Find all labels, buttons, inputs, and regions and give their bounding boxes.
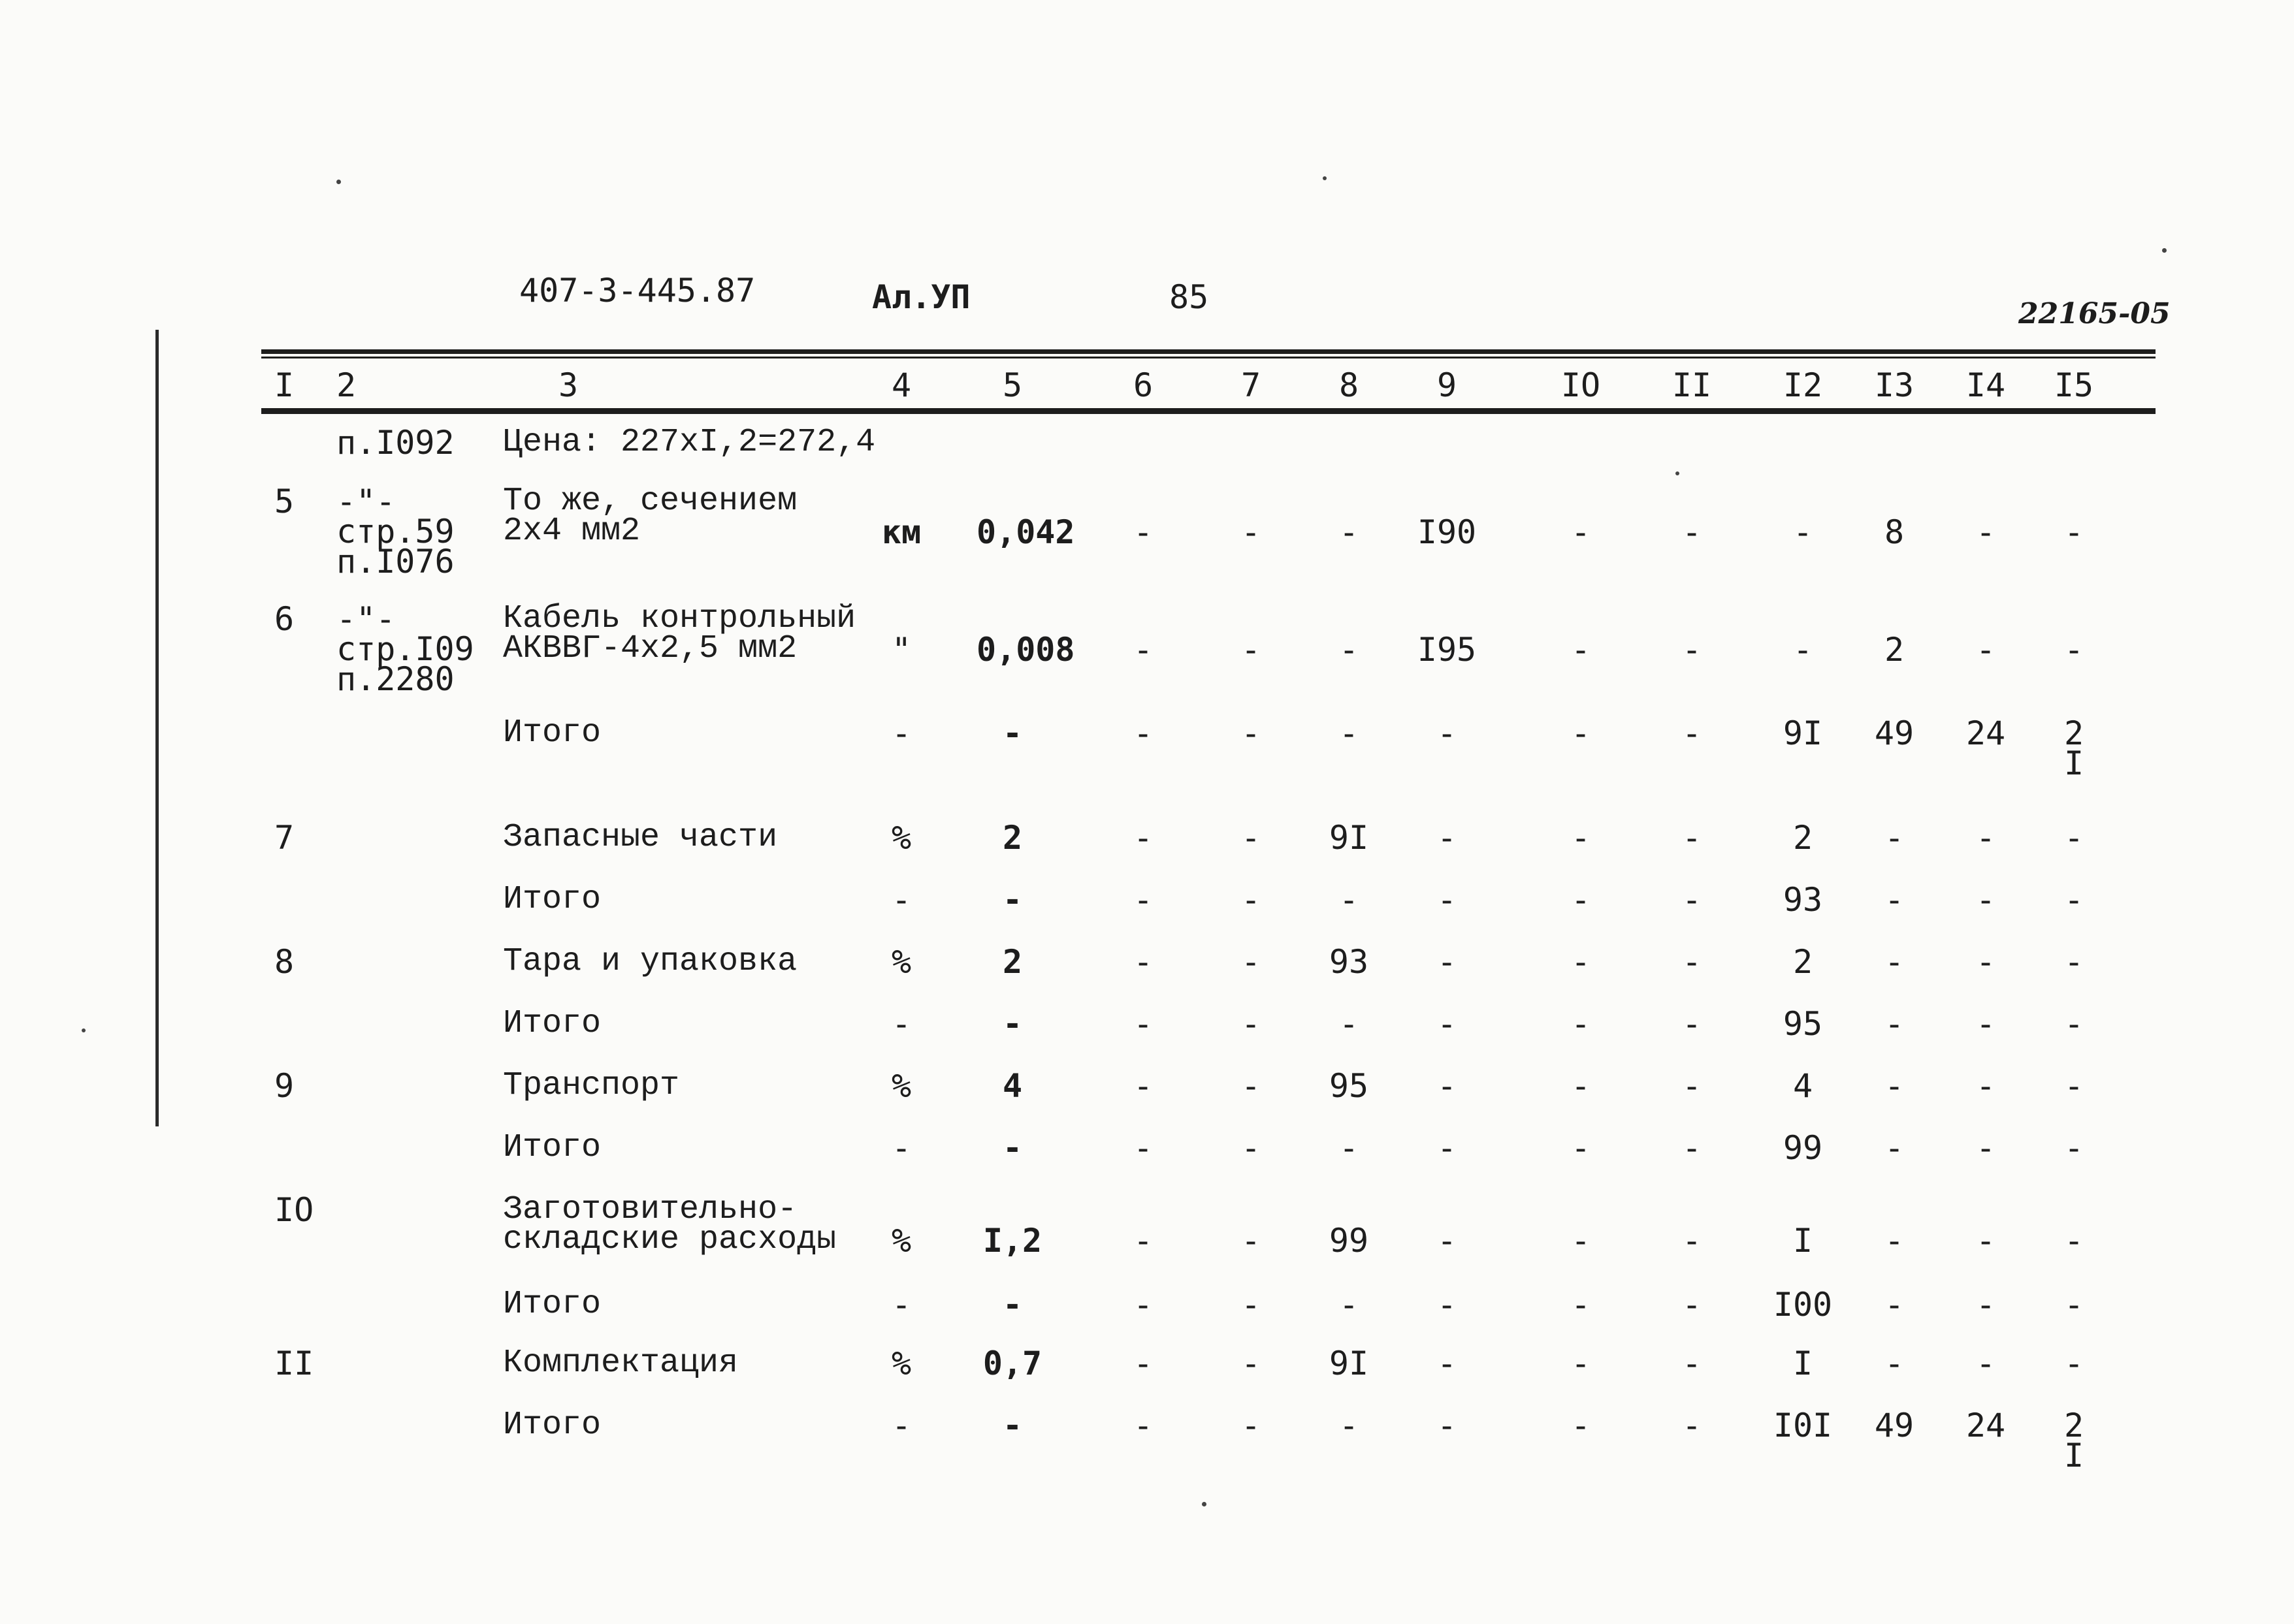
cell-c10: -	[1570, 819, 1591, 857]
cell-c10: -	[1570, 513, 1591, 551]
cell-c8: -	[1338, 881, 1359, 919]
cell-c11: -	[1681, 1129, 1702, 1167]
cell-c13: -	[1884, 881, 1905, 919]
cell-name: Итого	[503, 1129, 602, 1166]
cell-no: 8	[274, 943, 295, 981]
cell-c9: -	[1436, 881, 1457, 919]
cell-c11: -	[1681, 1345, 1702, 1382]
cell-name: Цена: 227хI,2=272,4	[503, 424, 876, 461]
column-header-3: 3	[558, 366, 579, 404]
column-header-12: I2	[1783, 366, 1823, 404]
cell-no: 7	[274, 819, 295, 857]
cell-unit: км	[881, 513, 922, 551]
cell-c8: -	[1338, 1005, 1359, 1043]
document-code: 407-3-445.87	[519, 272, 756, 310]
cell-c6: -	[1133, 631, 1154, 669]
cell-unit: %	[891, 1345, 912, 1382]
cell-c7: -	[1240, 819, 1261, 857]
cell-c8: -	[1338, 513, 1359, 551]
cell-c6: -	[1133, 1407, 1154, 1444]
scan-speck	[336, 180, 341, 184]
cell-c12: I	[1792, 1222, 1813, 1260]
cell-name: Кабель контрольный АКВВГ-4х2,5 мм2	[503, 600, 856, 667]
cell-c7: -	[1240, 1129, 1261, 1167]
cell-c14: -	[1975, 1129, 1996, 1167]
column-header-1: I	[274, 366, 295, 404]
cell-name: Транспорт	[503, 1067, 680, 1104]
cell-c15: -	[2063, 943, 2084, 981]
cell-c9: -	[1436, 1005, 1457, 1043]
cell-qty: I,2	[982, 1222, 1042, 1260]
cell-c8: 93	[1329, 943, 1369, 981]
cell-c13: 2	[1884, 631, 1905, 669]
cell-c12: I0I	[1773, 1407, 1833, 1444]
cell-qty: -	[1002, 1129, 1023, 1167]
cell-c7: -	[1240, 1345, 1261, 1382]
cell-unit: -	[891, 1286, 912, 1324]
cell-c15: -	[2063, 513, 2084, 551]
cell-c10: -	[1570, 631, 1591, 669]
cell-qty: 0,042	[977, 513, 1075, 551]
cell-c6: -	[1133, 1005, 1154, 1043]
page-number: 85	[1169, 278, 1209, 316]
cell-c6: -	[1133, 513, 1154, 551]
cell-c7: -	[1240, 881, 1261, 919]
cell-c6: -	[1133, 819, 1154, 857]
cell-c7: -	[1240, 714, 1261, 752]
cell-name: Запасные части	[503, 819, 778, 856]
cell-c11: -	[1681, 513, 1702, 551]
cell-c15: -	[2063, 1345, 2084, 1382]
cell-c9: -	[1436, 1067, 1457, 1105]
cell-unit: -	[891, 1005, 912, 1043]
cell-c10: -	[1570, 1067, 1591, 1105]
column-header-15: I5	[2054, 366, 2094, 404]
cell-c8: 99	[1329, 1222, 1369, 1260]
cell-qty: -	[1002, 1005, 1023, 1043]
cell-c12: I00	[1773, 1286, 1833, 1324]
cell-c15: -	[2063, 1129, 2084, 1167]
cell-name: Комплектация	[503, 1345, 739, 1382]
cell-c7: -	[1240, 1222, 1261, 1260]
top-double-rule-thin	[261, 357, 2156, 358]
cell-unit: -	[891, 1407, 912, 1444]
cell-c11: -	[1681, 714, 1702, 752]
cell-qty: 4	[1002, 1067, 1023, 1105]
cell-c15: -	[2063, 819, 2084, 857]
cell-c12: 95	[1783, 1005, 1823, 1043]
cell-c8: -	[1338, 1407, 1359, 1444]
column-header-7: 7	[1240, 366, 1261, 404]
cell-name: Итого	[503, 1407, 602, 1444]
cell-c14: 24	[1965, 714, 2006, 752]
cell-c7: -	[1240, 1407, 1261, 1444]
cell-c15: -	[2063, 1005, 2084, 1043]
cell-ref: -"- стр.I09 п.2280	[336, 600, 474, 698]
cell-c10: -	[1570, 1407, 1591, 1444]
cell-c14: -	[1975, 819, 1996, 857]
cell-c15: -	[2063, 1067, 2084, 1105]
cell-name: Заготовительно- складские расходы	[503, 1191, 837, 1258]
cell-unit: -	[891, 714, 912, 752]
cell-c7: -	[1240, 943, 1261, 981]
cell-c7: -	[1240, 1286, 1261, 1324]
cell-c10: -	[1570, 881, 1591, 919]
cell-c12: -	[1792, 513, 1813, 551]
cell-no: 9	[274, 1067, 295, 1105]
cell-c8: -	[1338, 714, 1359, 752]
cell-c14: -	[1975, 1222, 1996, 1260]
cell-qty: 2	[1002, 819, 1023, 857]
cell-c14: -	[1975, 1005, 1996, 1043]
cell-c6: -	[1133, 881, 1154, 919]
column-header-13: I3	[1874, 366, 1914, 404]
column-header-14: I4	[1965, 366, 2006, 404]
cell-c15: -	[2063, 1286, 2084, 1324]
cell-name: Итого	[503, 881, 602, 918]
cell-qty: 0,7	[982, 1345, 1042, 1382]
cell-c8: -	[1338, 1286, 1359, 1324]
cell-c14: -	[1975, 513, 1996, 551]
cell-unit: "	[891, 631, 912, 669]
cell-c11: -	[1681, 819, 1702, 857]
top-double-rule	[261, 349, 2156, 354]
cell-c9: -	[1436, 1129, 1457, 1167]
cell-c10: -	[1570, 714, 1591, 752]
cell-qty: -	[1002, 1286, 1023, 1324]
cell-c14: -	[1975, 1286, 1996, 1324]
cell-c12: 99	[1783, 1129, 1823, 1167]
cell-c13: -	[1884, 1067, 1905, 1105]
cell-c12: 9I	[1783, 714, 1823, 752]
cell-c15: -	[2063, 1222, 2084, 1260]
cell-c15: 2 I	[2063, 714, 2084, 782]
cell-qty: 0,008	[977, 631, 1075, 669]
cell-c11: -	[1681, 1222, 1702, 1260]
cell-c11: -	[1681, 1067, 1702, 1105]
cell-c10: -	[1570, 1129, 1591, 1167]
column-header-8: 8	[1338, 366, 1359, 404]
cell-c10: -	[1570, 943, 1591, 981]
cell-qty: -	[1002, 714, 1023, 752]
cell-c14: -	[1975, 881, 1996, 919]
cell-c13: -	[1884, 1129, 1905, 1167]
cell-name: Итого	[503, 1286, 602, 1323]
cell-c14: -	[1975, 943, 1996, 981]
cell-qty: -	[1002, 881, 1023, 919]
cell-c13: -	[1884, 1222, 1905, 1260]
cell-c10: -	[1570, 1005, 1591, 1043]
cell-c10: -	[1570, 1286, 1591, 1324]
cell-c11: -	[1681, 1286, 1702, 1324]
cell-no: IO	[274, 1191, 314, 1229]
cell-unit: %	[891, 1067, 912, 1105]
cell-name: То же, сечением 2х4 мм2	[503, 483, 798, 550]
cell-c13: 8	[1884, 513, 1905, 551]
cell-unit: %	[891, 943, 912, 981]
cell-c8: 9I	[1329, 819, 1369, 857]
cell-unit: %	[891, 1222, 912, 1260]
scan-speck	[1202, 1502, 1206, 1506]
cell-name: Тара и упаковка	[503, 943, 798, 980]
cell-no: 6	[274, 600, 295, 638]
cell-c8: 95	[1329, 1067, 1369, 1105]
cell-no: 5	[274, 483, 295, 520]
column-header-6: 6	[1133, 366, 1154, 404]
cell-unit: -	[891, 881, 912, 919]
album-number: Ал.УП	[872, 278, 971, 316]
cell-c9: -	[1436, 1407, 1457, 1444]
cell-c15: -	[2063, 881, 2084, 919]
cell-c11: -	[1681, 1407, 1702, 1444]
archive-number: 22165-05	[2018, 297, 2171, 330]
column-header-4: 4	[891, 366, 912, 404]
cell-c14: -	[1975, 1067, 1996, 1105]
cell-qty: 2	[1002, 943, 1023, 981]
scan-speck	[82, 1028, 86, 1032]
cell-c13: 49	[1874, 1407, 1914, 1444]
cell-c9: I90	[1417, 513, 1477, 551]
cell-c9: -	[1436, 1222, 1457, 1260]
cell-c6: -	[1133, 714, 1154, 752]
cell-c11: -	[1681, 631, 1702, 669]
cell-c9: I95	[1417, 631, 1477, 669]
cell-c8: -	[1338, 631, 1359, 669]
cell-c8: -	[1338, 1129, 1359, 1167]
cell-c14: -	[1975, 631, 1996, 669]
cell-c9: -	[1436, 819, 1457, 857]
cell-name: Итого	[503, 1005, 602, 1042]
cell-c6: -	[1133, 1067, 1154, 1105]
cell-ref: п.I092	[336, 424, 455, 462]
cell-c13: -	[1884, 1286, 1905, 1324]
scan-speck	[2162, 248, 2167, 253]
column-header-2: 2	[336, 366, 357, 404]
cell-c15: 2 I	[2063, 1407, 2084, 1474]
cell-c11: -	[1681, 881, 1702, 919]
cell-c13: -	[1884, 1345, 1905, 1382]
cell-c7: -	[1240, 513, 1261, 551]
scan-speck	[1675, 471, 1679, 475]
cell-c6: -	[1133, 1286, 1154, 1324]
cell-c12: I	[1792, 1345, 1813, 1382]
cell-unit: %	[891, 819, 912, 857]
margin-line	[155, 330, 159, 1126]
scan-speck	[1323, 176, 1327, 180]
cell-c9: -	[1436, 714, 1457, 752]
cell-c12: 93	[1783, 881, 1823, 919]
cell-c6: -	[1133, 1345, 1154, 1382]
column-header-5: 5	[1002, 366, 1023, 404]
cell-c13: -	[1884, 819, 1905, 857]
cell-c11: -	[1681, 943, 1702, 981]
cell-c13: -	[1884, 1005, 1905, 1043]
cell-c8: 9I	[1329, 1345, 1369, 1382]
cell-c7: -	[1240, 1067, 1261, 1105]
cell-c12: -	[1792, 631, 1813, 669]
cell-c7: -	[1240, 631, 1261, 669]
cell-c10: -	[1570, 1222, 1591, 1260]
cell-name: Итого	[503, 714, 602, 752]
cell-c10: -	[1570, 1345, 1591, 1382]
cell-c9: -	[1436, 1286, 1457, 1324]
cell-unit: -	[891, 1129, 912, 1167]
cell-c12: 4	[1792, 1067, 1813, 1105]
cell-c12: 2	[1792, 819, 1813, 857]
cell-c11: -	[1681, 1005, 1702, 1043]
column-header-10: IO	[1560, 366, 1601, 404]
column-header-9: 9	[1436, 366, 1457, 404]
cell-c14: 24	[1965, 1407, 2006, 1444]
cell-c14: -	[1975, 1345, 1996, 1382]
header-bottom-rule	[261, 408, 2156, 414]
cell-c13: 49	[1874, 714, 1914, 752]
cell-c9: -	[1436, 1345, 1457, 1382]
cell-c9: -	[1436, 943, 1457, 981]
cell-no: II	[274, 1345, 314, 1382]
cell-c6: -	[1133, 1222, 1154, 1260]
cell-qty: -	[1002, 1407, 1023, 1444]
column-header-11: II	[1672, 366, 1712, 404]
cell-c13: -	[1884, 943, 1905, 981]
cell-c7: -	[1240, 1005, 1261, 1043]
cell-ref: -"- стр.59 п.I076	[336, 483, 455, 581]
cell-c6: -	[1133, 1129, 1154, 1167]
cell-c12: 2	[1792, 943, 1813, 981]
cell-c6: -	[1133, 943, 1154, 981]
cell-c15: -	[2063, 631, 2084, 669]
